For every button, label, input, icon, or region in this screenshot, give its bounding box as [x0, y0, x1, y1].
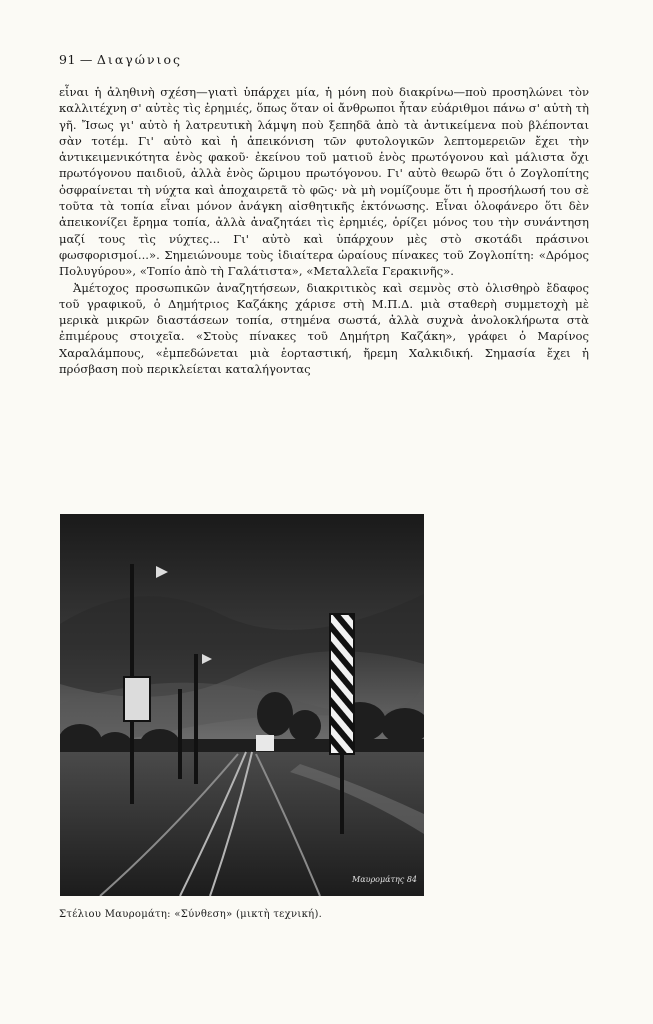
paragraph-1: εἶναι ἡ ἀληθινὴ σχέση—γιατὶ ὑπάρχει μία, ἡ μόνη ποὺ διακρίνω—ποὺ προσηλώνει τὸν καλλιτέχνη σ' αὐτὲς τὶς ἐρημιές, ὅπως ὅταν οἱ ἄνθρωποι ἦταν εὐάριθμοι πάνω σ' αὐτὴ τὴ γῆ. Ἴσως γι' αὐτὸ ἡ λατρευτικὴ λάμψη ποὺ ξεπηδᾶ ἀπὸ τὰ ἀντικείμενα ποὺ βλέπονται σὰν τοτέμ. Γι' αὐτὸ καὶ ἡ ἀπεικόνιση τῶν φυτολογικῶν λεπτομερειῶν ἔχει τὴν ἀντικειμενικότητα ἑνὸς φακοῦ· ἐκείνου τοῦ ματιοῦ ἑνὸς πρωτόγονου καὶ μάλιστα ὄχι πρωτόγονου παιδιοῦ, ἀλλὰ ἑνὸς ὥριμου πρωτόγονου. Γι' αὐτὸ θεωρῶ ὅτι ὁ Ζογλοπίτης ὀσφραίνεται τὴ νύχτα καὶ ἀποχαιρετᾶ τὸ φῶς· νὰ μὴ νομίζουμε ὅτι ἡ προσήλωσή του σὲ τοῦτα τὰ τοπία εἶναι μόνον ἀνάγκη αἰσθητικῆς ἐκτόνωσης. Εἶναι ὁλοφάνερο ὅτι δὲν ἀπεικονίζει ἔρημα τοπία, ἀλλὰ ἀναζητάει τὶς ἐρημιές, ὁρίζει μόνος του τὴν συνάντηση μαζί τους τὶς νύχτες... Γι' αὐτὸ καὶ ὑπάρχουν μὲς στὸ σκοτάδι πράσινοι φωσφορισμοί...». Σημειώνουμε τοὺς ἰδιαίτερα ὡραίους πίνακες τοῦ Ζογλοπίτη: «Δρόμος Πολυγύρου», «Τοπίο ἀπὸ τὴ Γαλάτιστα», «Μεταλλεῖα Γερακινῆς».: [59, 85, 589, 279]
striped-signal-post: [330, 614, 354, 754]
running-title: Διαγώνιος: [96, 52, 182, 67]
paragraph-2: Ἀμέτοχος προσωπικῶν ἀναζητήσεων, διακριτικὸς καὶ σεμνὸς στὸ ὀλισθηρὸ ἔδαφος τοῦ γραφικοῦ, ὁ Δημήτριος Καζάκης χάρισε στὴ Μ.Π.Δ. μιὰ σταθερὴ συμμετοχὴ μὲ μερικὰ μικρῶν διαστάσεων τοπία, στημένα σωστά, ἀλλὰ συχνὰ ἀνολοκλήρωτα στὰ ἐπιμέρους στοιχεῖα. «Στοὺς πίνακες τοῦ Δημήτρη Καζάκη», γράφει ὁ Μαρίνος Χαραλάμπους, «ἐμπεδώνεται μιὰ ἑορταστική, ἤρεμη Χαλκιδική. Σημασία ἔχει ἡ πρόσβαση ποὺ περικλείεται καταλήγοντας: [59, 280, 589, 377]
signal-board: [124, 677, 150, 721]
painting-signature: Μαυρομάτης 84: [352, 875, 417, 884]
small-house: [256, 735, 274, 751]
painting-artwork: [60, 514, 424, 896]
header-separator: —: [79, 52, 93, 67]
body-text: [59, 84, 589, 377]
page-header: [59, 52, 182, 67]
painting-illustration: [60, 514, 424, 896]
page-number: 91: [59, 52, 76, 67]
figure-caption: Στέλιου Μαυρομάτη: «Σύνθεση» (μικτὴ τεχνική).: [59, 909, 323, 920]
